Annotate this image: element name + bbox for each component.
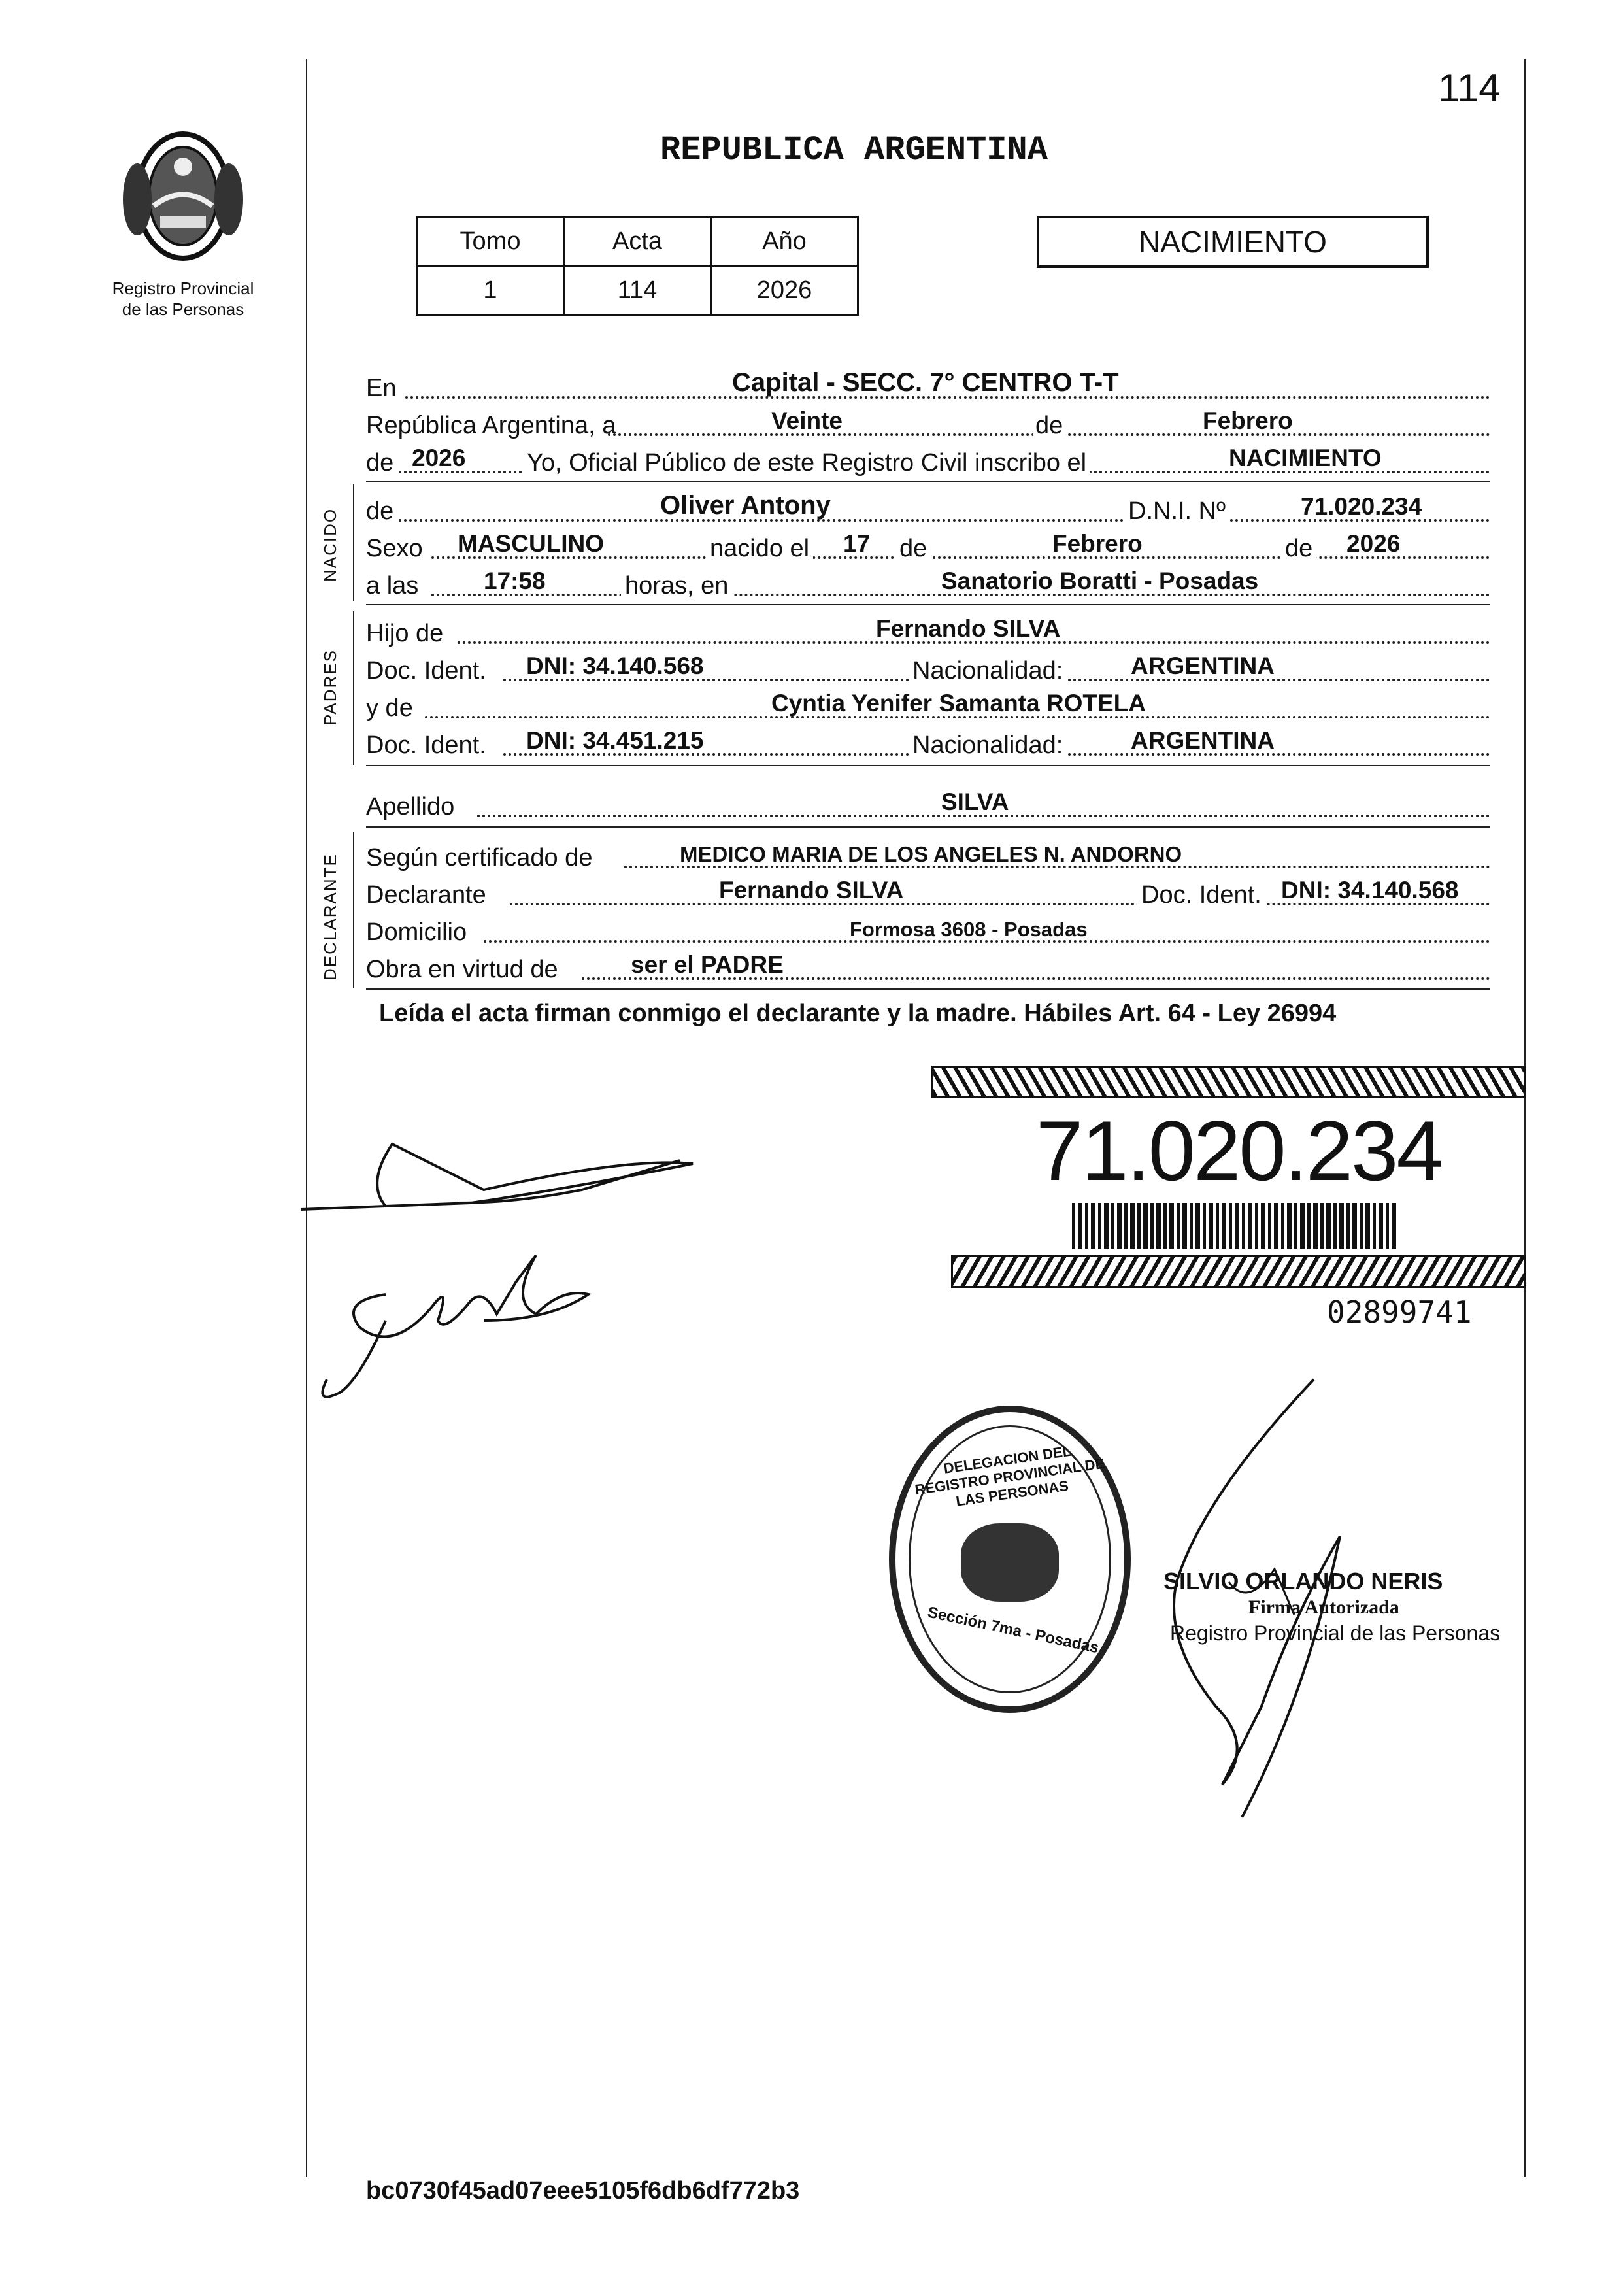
divider <box>366 481 1490 482</box>
divider <box>366 604 1490 605</box>
nacido-dia: 17 <box>843 530 871 557</box>
nacido-nombre: Oliver Antony <box>660 491 831 520</box>
divider <box>366 765 1490 766</box>
table-header-acta: Acta <box>564 217 711 266</box>
table-value-acta: 114 <box>564 266 711 315</box>
stamp-center-emblem <box>961 1523 1059 1602</box>
section-label-declarante: DECLARANTE <box>320 853 340 981</box>
section-bar-nacido <box>353 484 354 601</box>
declarante-doc: DNI: 34.140.568 <box>1281 877 1459 903</box>
row-en: En Capital - SECC. 7° CENTRO T-T <box>366 366 1490 405</box>
row-y-de: y de Cyntia Yenifer Samanta ROTELA <box>366 686 1490 725</box>
row-declarante: Declarante Fernando SILVA Doc. Ident. DNI: 34.140.568 <box>366 873 1490 912</box>
divider <box>366 826 1490 828</box>
madre-nombre: Cyntia Yenifer Samanta ROTELA <box>771 690 1146 717</box>
apellido-value: SILVA <box>941 788 1009 815</box>
madre-doc: DNI: 34.451.215 <box>526 727 704 754</box>
madre-nacionalidad: ARGENTINA <box>1131 727 1275 754</box>
declarante-domicilio: Formosa 3608 - Posadas <box>850 918 1088 941</box>
registro-tipo: NACIMIENTO <box>1229 445 1382 471</box>
row-padre-doc: Doc. Ident. DNI: 34.140.568 Nacionalidad: ARGENTINA <box>366 649 1490 688</box>
registro-mes: Febrero <box>1203 407 1293 434</box>
officer-role: Firma Autorizada <box>1248 1596 1399 1618</box>
row-hora: a las 17:58 horas, en Sanatorio Boratti - Posadas <box>366 564 1490 603</box>
section-bar-padres <box>353 611 354 765</box>
nacido-anio: 2026 <box>1346 530 1401 557</box>
declarante-virtud: ser el PADRE <box>631 951 784 978</box>
document-hash: bc0730f45ad07eee5105f6db6df772b3 <box>366 2177 800 2204</box>
row-virtud: Obra en virtud de ser el PADRE <box>366 947 1490 987</box>
stamp-inner-text: Sección 7ma - Posadas <box>926 1603 1101 1657</box>
row-nombre: de Oliver Antony D.N.I. Nº 71.020.234 <box>366 489 1490 528</box>
officer-name: SILVIO ORLANDO NERIS <box>1163 1568 1443 1595</box>
row-domicilio: Domicilio Formosa 3608 - Posadas <box>366 910 1490 949</box>
registro-lugar: Capital - SECC. 7° CENTRO T-T <box>732 368 1119 397</box>
nacido-hora: 17:58 <box>484 567 546 594</box>
section-label-nacido: NACIDO <box>320 507 340 582</box>
signature-oficial <box>1124 1366 1412 1824</box>
sticker-serial: 02899741 <box>1327 1294 1472 1330</box>
nacido-dni: 71.020.234 <box>1301 493 1422 520</box>
province-seal-logo <box>118 121 248 271</box>
padre-nacionalidad: ARGENTINA <box>1131 652 1275 679</box>
document-type: NACIMIENTO <box>1139 225 1327 259</box>
barcode-icon <box>1072 1203 1399 1249</box>
row-anio: de 2026 Yo, Oficial Público de este Registro Civil inscribo el NACIMIENTO <box>366 441 1490 480</box>
page-number: 114 <box>1438 66 1501 110</box>
official-stamp <box>889 1406 1131 1713</box>
row-sexo: Sexo MASCULINO nacido el 17 de Febrero de 2026 <box>366 526 1490 566</box>
padre-nombre: Fernando SILVA <box>876 615 1061 642</box>
legal-note: Leída el acta firman conmigo el declarante y la madre. Hábiles Art. 64 - Ley 26994 <box>379 1000 1337 1027</box>
table-header-anio: Año <box>711 217 858 266</box>
document-title: REPUBLICA ARGENTINA <box>660 131 1048 169</box>
nacido-lugar: Sanatorio Boratti - Posadas <box>941 567 1259 594</box>
sticker-pattern-top <box>931 1066 1526 1098</box>
dni-sticker <box>931 1066 1526 1301</box>
declarante-nombre: Fernando SILVA <box>719 877 904 903</box>
registro-anio: 2026 <box>412 445 466 471</box>
signature-declarante <box>288 1105 758 1419</box>
acta-table <box>416 216 859 316</box>
nacido-mes: Febrero <box>1052 530 1143 557</box>
nacido-sexo: MASCULINO <box>458 530 605 557</box>
officer-office: Registro Provincial de las Personas <box>1170 1621 1501 1645</box>
declarante-certificado: MEDICO MARIA DE LOS ANGELES N. ANDORNO <box>680 842 1182 866</box>
section-label-padres: PADRES <box>320 649 340 726</box>
province-seal-icon <box>118 121 248 271</box>
table-header-tomo: Tomo <box>417 217 564 266</box>
registro-dia: Veinte <box>771 407 843 434</box>
section-bar-declarante <box>353 832 354 988</box>
sticker-number: 71.020.234 <box>1036 1103 1442 1198</box>
document-type-box <box>1037 216 1429 268</box>
stamp-outer-text: DELEGACION DEL REGISTRO PROVINCIAL DE LAS PERSONAS <box>914 1442 1106 1510</box>
padre-doc: DNI: 34.140.568 <box>526 652 704 679</box>
row-certificado: Según certificado de MEDICO MARIA DE LOS ANGELES N. ANDORNO <box>366 836 1490 875</box>
divider <box>366 988 1490 990</box>
row-apellido: Apellido SILVA <box>366 785 1490 824</box>
row-madre-doc: Doc. Ident. DNI: 34.451.215 Nacionalidad: ARGENTINA <box>366 723 1490 762</box>
table-value-tomo: 1 <box>417 266 564 315</box>
sticker-pattern-bottom <box>951 1255 1526 1288</box>
row-hijo-de: Hijo de Fernando SILVA <box>366 611 1490 650</box>
table-value-anio: 2026 <box>711 266 858 315</box>
logo-caption: Registro Provincial de las Personas <box>112 279 254 319</box>
row-republica: República Argentina, a Veinte de Febrero <box>366 403 1490 443</box>
